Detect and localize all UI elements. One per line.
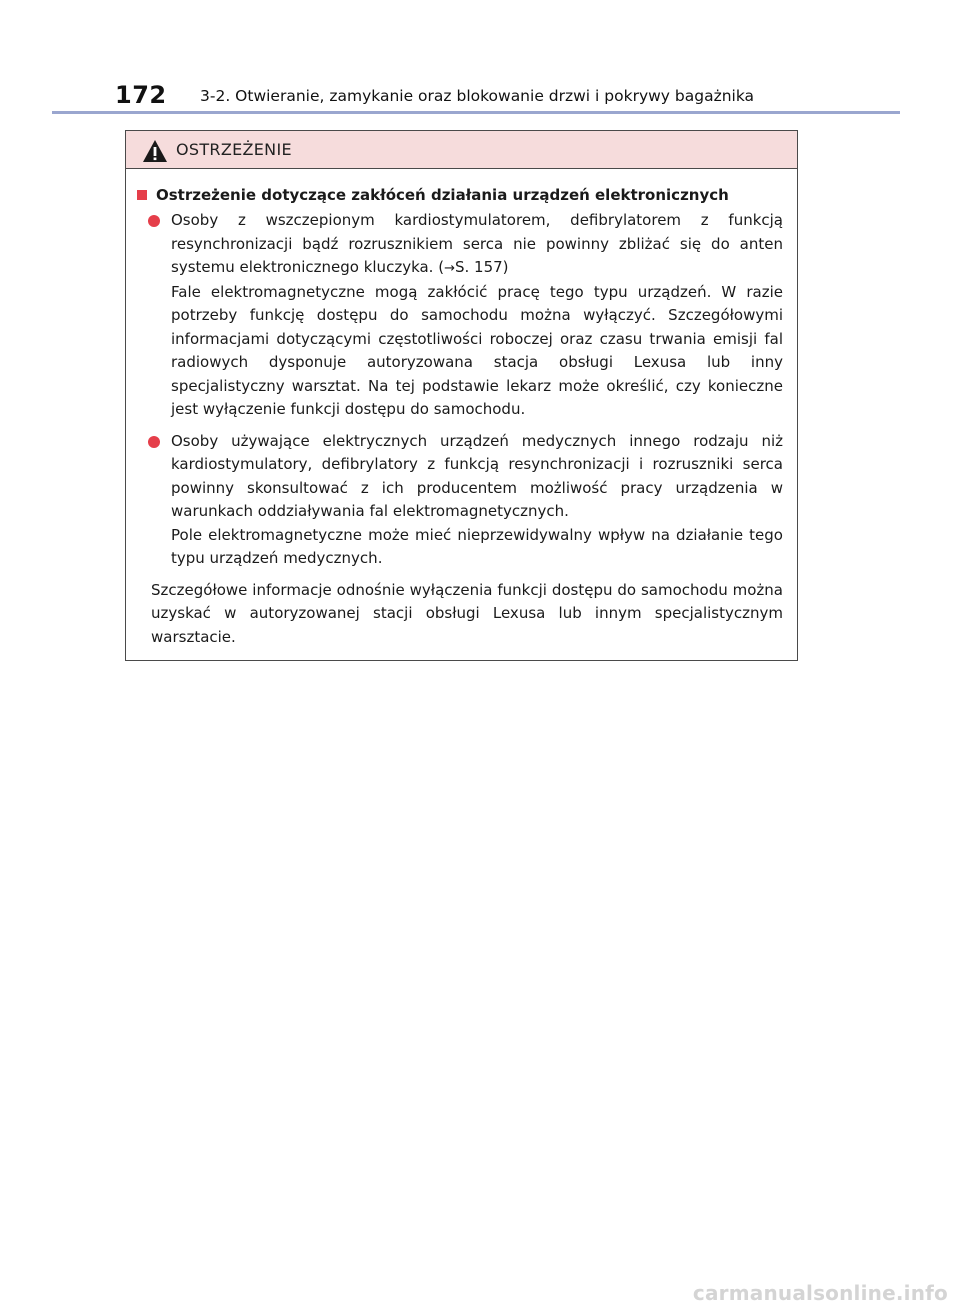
bullet-2-paragraph-1: Osoby używające elektrycznych urządzeń medycznych innego rodzaju niż kardiostymulatory, defibrylatory z funkcją resynchronizacji i rozruszniki serca powinny skonsultować z ich producentem możliwość pracy urządzenia w warunkach oddziaływania fal elektromagnetycznych. [171, 431, 783, 520]
warning-title: OSTRZEŻENIE [176, 140, 292, 159]
sub-heading [134, 183, 783, 207]
bullet-1-paragraph-1 [171, 209, 783, 281]
page-header [0, 0, 960, 116]
bullet-1-paragraph-2: Fale elektromagnetyczne mogą zakłócić pracę tego typu urządzeń. W razie potrzeby funkcję dostępu do samochodu można wyłączyć. Szczegółowymi informacjami dotyczącymi częstotliwości roboczej oraz czasu trwania emisji fal radiowych dysponuje autoryzowana stacja obsługi Lexusa lub inny specjalistyczny warsztat. Na tej podstawie lekarz może określić, czy konieczne jest wyłączenie funkcji dostępu do samochodu. [171, 282, 783, 418]
bullet-dot-icon [148, 436, 160, 448]
bullet-item-1 [147, 209, 783, 422]
watermark: carmanualsonline.info [692, 1281, 948, 1305]
header-rule [52, 111, 900, 114]
warning-header [126, 131, 797, 169]
warning-body [126, 169, 797, 649]
page-reference: S. 157) [454, 258, 509, 276]
reference-arrow-icon: → [444, 261, 455, 276]
section-title: 3-2. Otwieranie, zamykanie oraz blokowanie drzwi i pokrywy bagażnika [200, 87, 755, 105]
bullet-item-2 [147, 430, 783, 571]
warning-box [125, 130, 798, 661]
bullet-text-1 [171, 209, 783, 422]
page-number: 172 [115, 81, 167, 109]
bullet-dot-icon [148, 215, 160, 227]
closing-paragraph: Szczegółowe informacje odnośnie wyłączenia funkcji dostępu do samochodu można uzyskać w autoryzowanej stacji obsługi Lexusa lub innym specjalistycznym warsztacie. [151, 580, 783, 646]
sub-heading-text: Ostrzeżenie dotyczące zakłóceń działania urządzeń elektronicznych [156, 186, 729, 204]
warning-triangle-icon [142, 139, 168, 163]
square-bullet-icon [137, 190, 147, 200]
bullet-1-line-1: Osoby z wszczepionym kardiostymulatorem, defibrylatorem z funkcją resynchronizacji bądź rozrusznikiem serca nie powinny zbliżać się do anten systemu elektronicznego kluczyka. ( [171, 211, 783, 276]
bullet-2-paragraph-2: Pole elektromagnetyczne może mieć nieprzewidywalny wpływ na działanie tego typu urządzeń medycznych. [171, 525, 783, 567]
bullet-text-2 [171, 430, 783, 571]
